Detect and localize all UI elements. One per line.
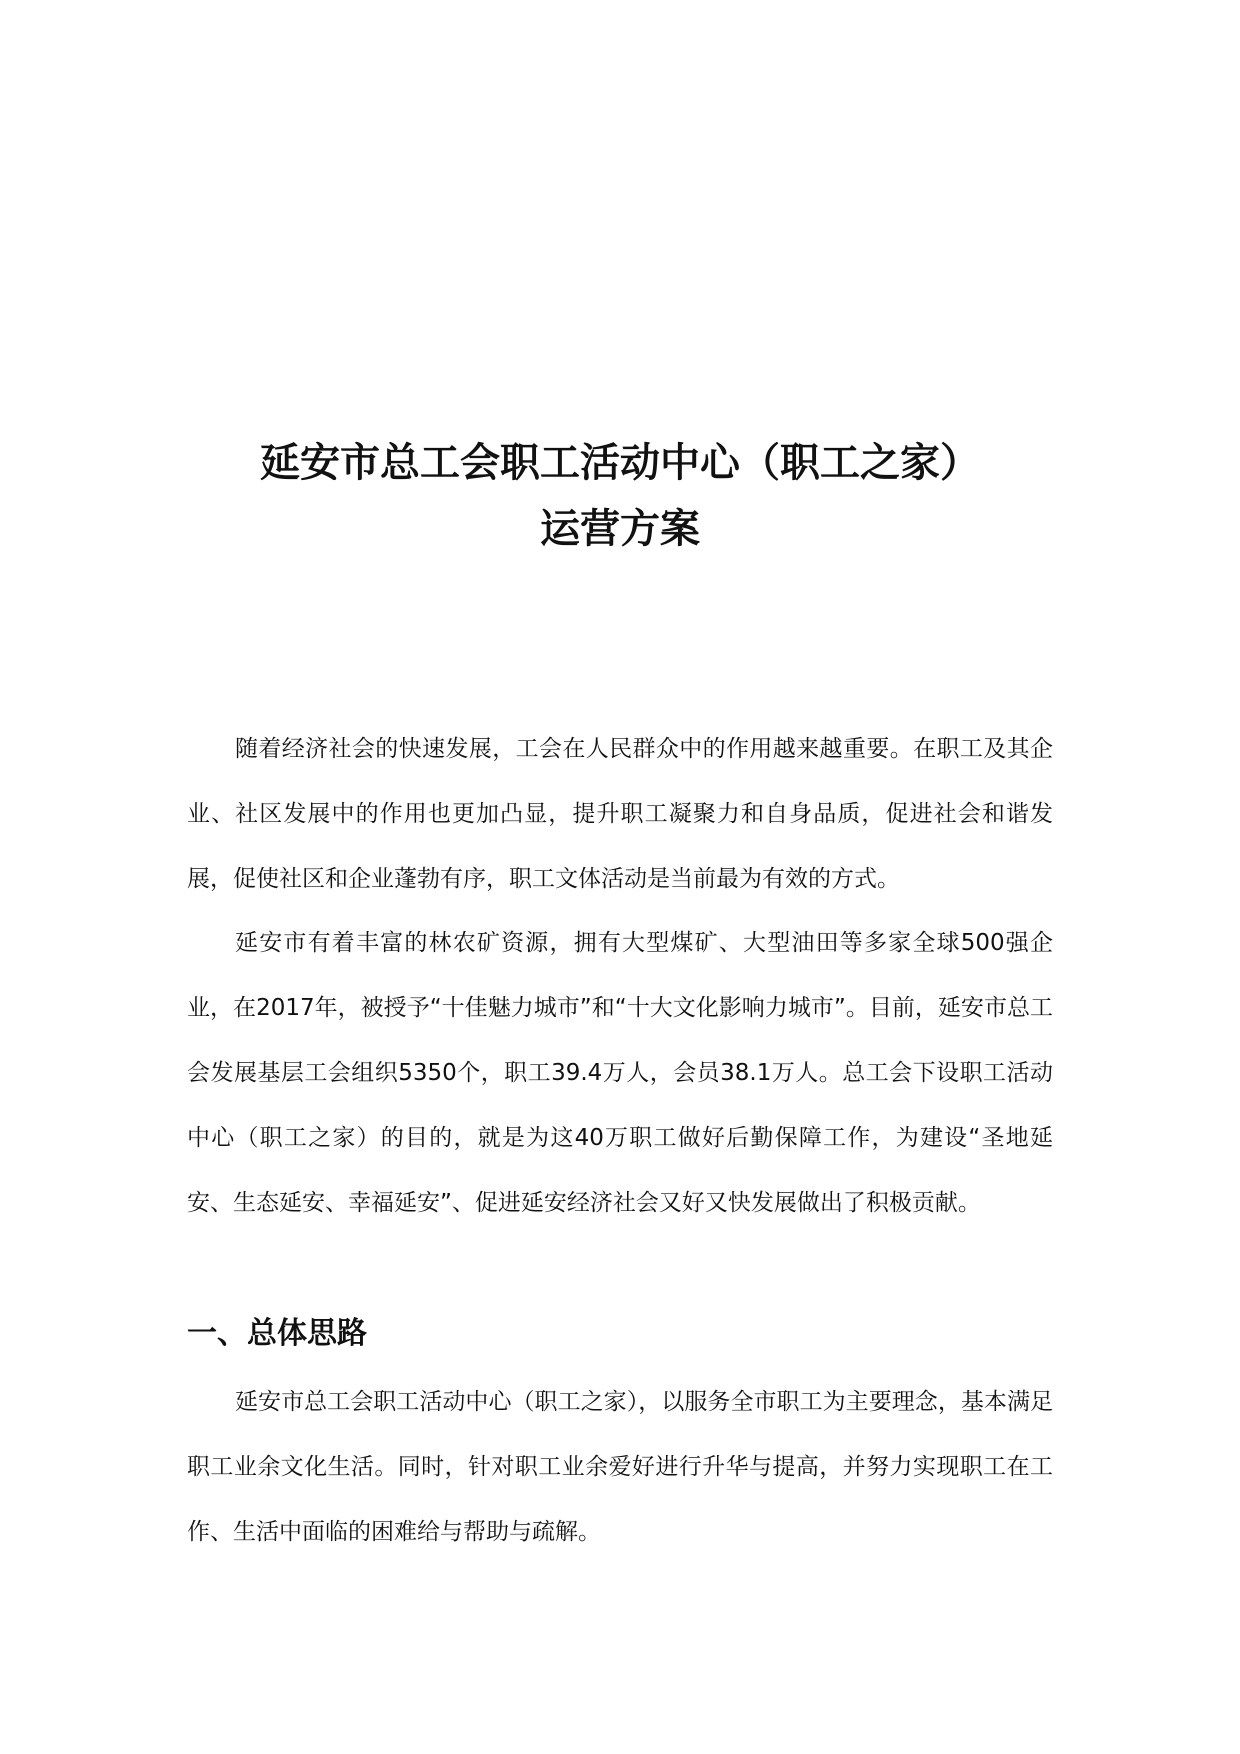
- intro-paragraph-1: 随着经济社会的快速发展，工会在人民群众中的作用越来越重要。在职工及其企业、社区发展中的作用也更加凸显，提升职工凝聚力和自身品质，促进社会和谐发展，促使社区和企业蓬勃有序，职工文体活动是当前最为有效的方式。: [187, 736, 1053, 892]
- intro-paragraph-2: 延安市有着丰富的林农矿资源，拥有大型煤矿、大型油田等多家全球500强企业，在2017年，被授予“十佳魅力城市”和“十大文化影响力城市”。目前，延安市总工会发展基层工会组织5350个，职工39.4万人，会员38.1万人。总工会下设职工活动中心（职工之家）的目的，就是为这40万职工做好后勤保障工作，为建设“圣地延安、生态延安、幸福延安”、促进延安经济社会又好又快发展做出了积极贡献。: [187, 930, 1053, 1216]
- title-line-1: 延安市总工会职工活动中心（职工之家）: [260, 440, 980, 486]
- section-1-paragraph: 延安市总工会职工活动中心（职工之家），以服务全市职工为主要理念，基本满足职工业余文化生活。同时，针对职工业余爱好进行升华与提高，并努力实现职工在工作、生活中面临的困难给与帮助与疏解。: [187, 1389, 1053, 1545]
- title-line-2: 运营方案: [540, 506, 700, 552]
- document-title: [0, 430, 1240, 562]
- section-heading-1: 一、总体思路: [187, 1316, 367, 1351]
